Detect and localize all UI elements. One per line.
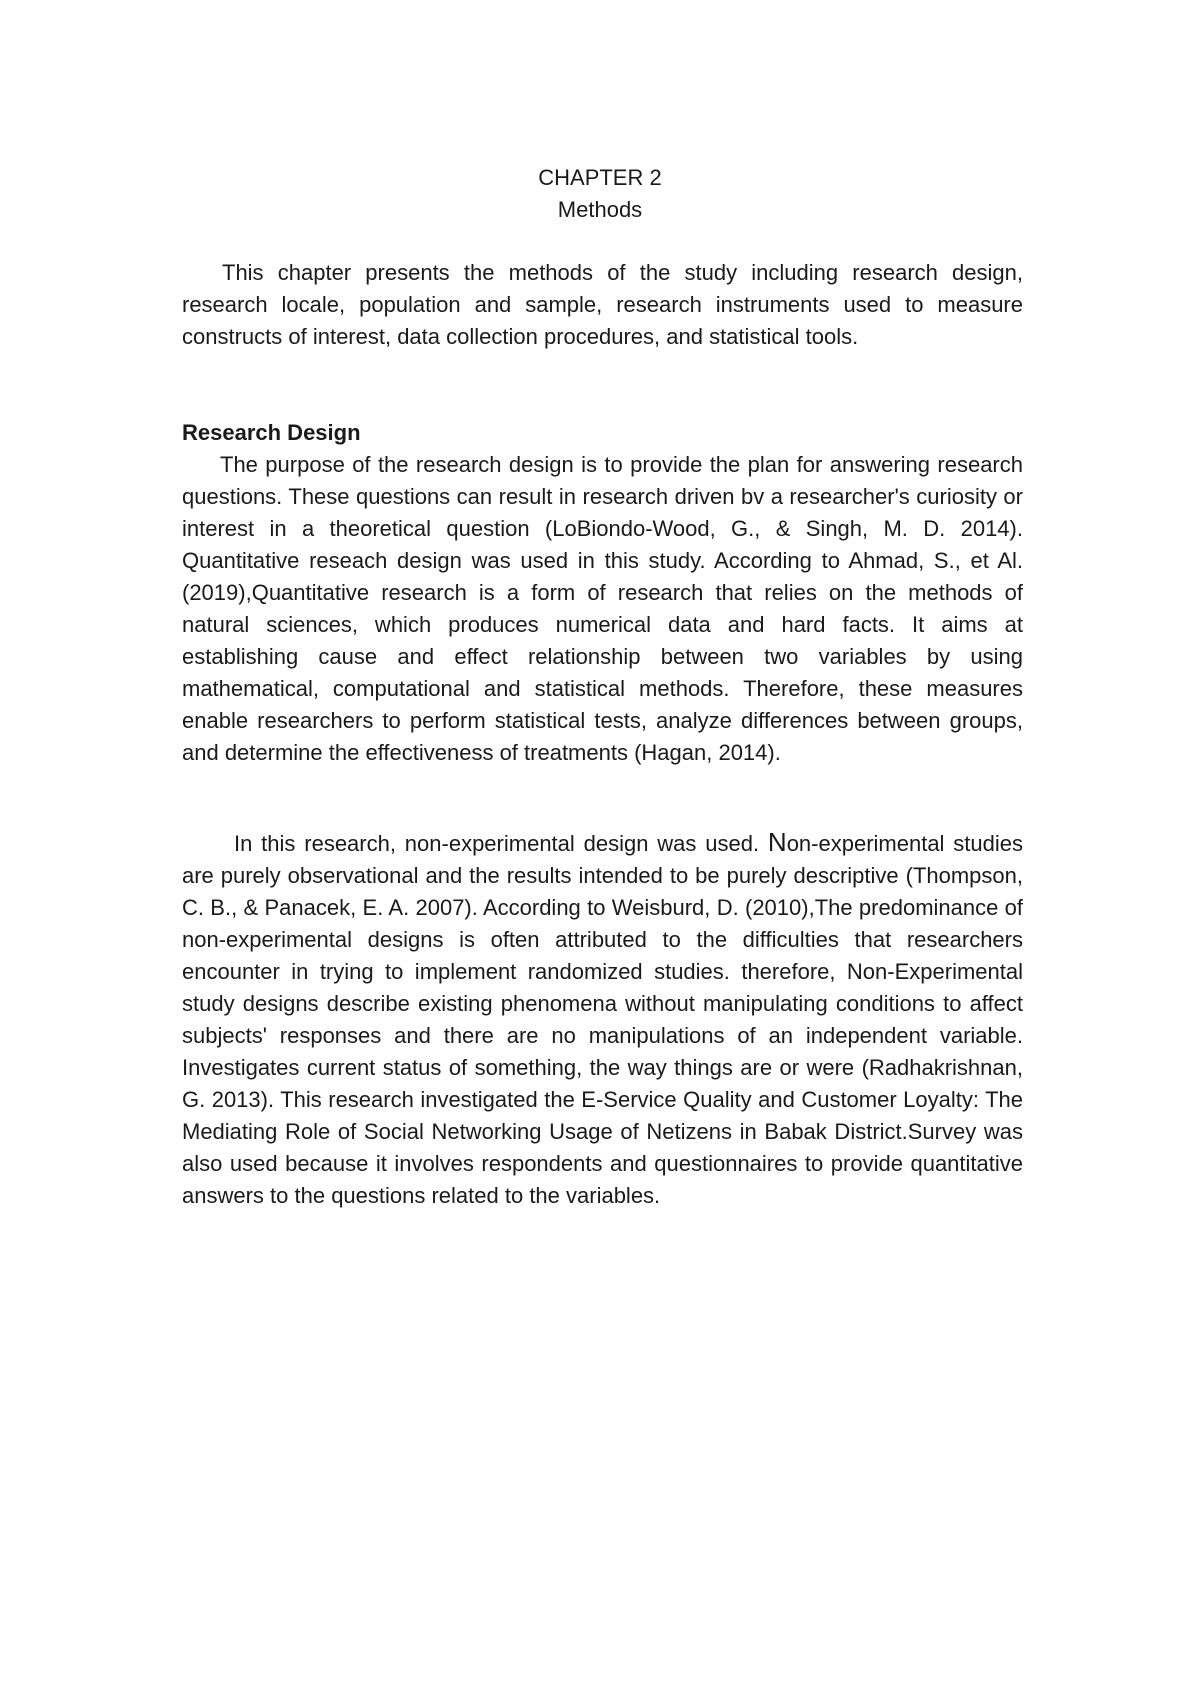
nonexp-initial: N — [767, 827, 787, 857]
chapter-header — [0, 162, 1200, 226]
design-paragraph: The purpose of the research design is to provide the plan for answering research questions. These questions can result in research driven bv a researcher's curiosity or interest in a theoretical question (LoBiondo-Wood, G., & Singh, M. D. 2014). Quantitative reseach design was used in this study. According to Ahmad, S., et Al. (2019),Quantitative research is a form of research that relies on the methods of natural sciences, which produces numerical data and hard facts. It aims at establishing cause and effect relationship between two variables by using mathematical, computational and statistical methods. Therefore, these measures enable researchers to perform statistical tests, analyze differences between groups, and determine the effectiveness of treatments (Hagan, 2014). — [182, 452, 1023, 765]
chapter-title: Methods — [557, 197, 643, 222]
research-design-section — [182, 417, 1023, 769]
intro-section — [182, 257, 1023, 353]
nonexp-lead: In this research, non-experimental design was used. — [234, 831, 768, 856]
intro-paragraph: This chapter presents the methods of the study including research design, research locale, population and sample, research instruments used to measure constructs of interest, data collection procedures, and statistical tools. — [182, 260, 1023, 349]
section-heading: Research Design — [182, 420, 361, 445]
nonexperimental-section — [182, 826, 1023, 1212]
nonexp-rest: on-experimental studies are purely observational and the results intended to be purely descriptive (Thompson, C. B., & Panacek, E. A. 2007). According to Weisburd, D. (2010),The predominance of non-experimental designs is often attributed to the difficulties that researchers encounter in trying to implement randomized studies. therefore, Non-Experimental study designs describe existing phenomena without manipulating conditions to affect subjects' responses and there are no manipulations of an independent variable. Investigates current status of something, the way things are or were (Radhakrishnan, G. 2013). This research investigated the E-Service Quality and Customer Loyalty: The Mediating Role of Social Networking Usage of Netizens in Babak District.Survey was also used because it involves respondents and questionnaires to provide quantitative answers to the questions related to the variables. — [182, 831, 1023, 1208]
chapter-label: CHAPTER 2 — [538, 165, 662, 190]
nonexperimental-paragraph — [182, 826, 1023, 1212]
